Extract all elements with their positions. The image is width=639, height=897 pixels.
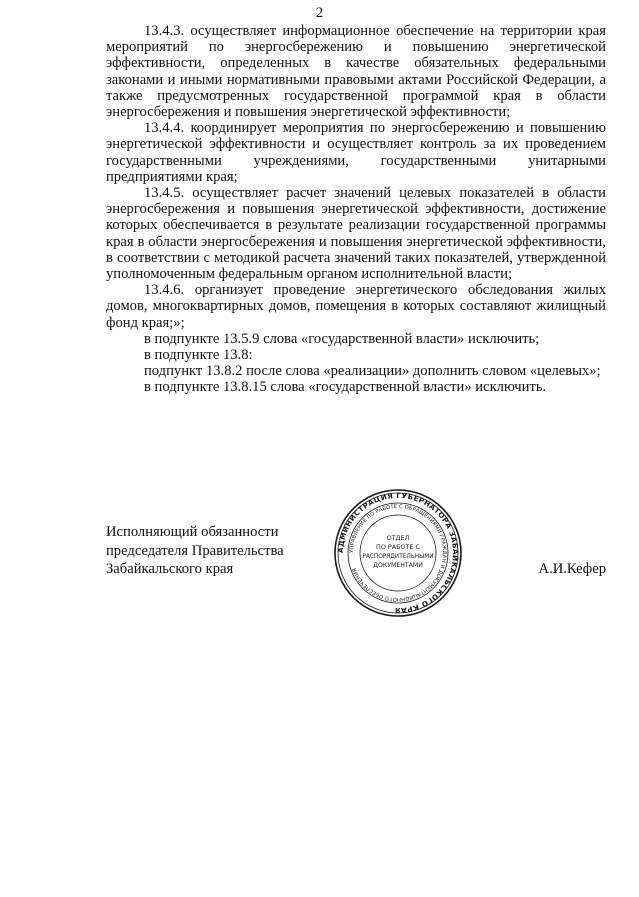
stamp-center-line: ОТДЕЛ (386, 534, 410, 542)
signer-position-line: Забайкальского края (106, 561, 234, 577)
signer-position-line: Исполняющий обязанности (106, 524, 279, 540)
paragraph-13-4-6: 13.4.6. организует проведение энергетического обследования жилых домов, многоквартирных домов, помещения в которых составляют жилищный фонд края;»; (106, 282, 606, 331)
paragraph-13-4-4: 13.4.4. координирует мероприятия по энергосбережению и повышению энергетической эффективности и осуществляет контроль за их проведением государственными учреждениями, государственными унитарными предприятиями края; (106, 120, 606, 185)
signer-name: А.И.Кефер (538, 561, 606, 577)
page-number: 2 (315, 5, 324, 21)
paragraph-13-8-15: в подпункте 13.8.15 слова «государственной власти» исключить. (144, 379, 547, 396)
paragraph-13-8-2: подпункт 13.8.2 после слова «реализации» дополнить словом «целевых»; (144, 363, 601, 380)
official-stamp (333, 488, 463, 618)
svg-text:УПРАВЛЕНИЕ ПО РАБОТЕ С ОБРАЩЕН (349, 504, 447, 602)
stamp-center-line: ПО РАБОТЕ С (376, 543, 420, 551)
paragraph-13-4-5: 13.4.5. осуществляет расчет значений целевых показателей в области энергосбережения и повышения энергетической эффективности, достижение которых обеспечивается в результате реализации государственной программы края в области энергосбережения и повышения энергетической эффективности, в соответствии с методикой расчета значений таких показателей, утвержденной уполномоченным федеральным органом исполнительной власти; (106, 185, 606, 283)
paragraph-13-8: в подпункте 13.8: (144, 347, 253, 364)
paragraph-13-4-3: 13.4.3. осуществляет информационное обеспечение на территории края мероприятий по энергосбережению и повышению энергетической эффективности, определенных в качестве обязательных федеральными законами и иными нормативными правовыми актами Российской Федерации, а также предусмотренных государственной программой края в области энергосбережения и повышения энергетической эффективности; (106, 23, 606, 121)
paragraph-13-5-9: в подпункте 13.5.9 слова «государственной власти» исключить; (144, 330, 540, 347)
stamp-seal-icon (333, 488, 463, 618)
stamp-center-line: РАСПОРЯДИТЕЛЬНЫМИ (362, 554, 434, 560)
stamp-center-line: ДОКУМЕНТАМИ (373, 562, 423, 569)
stamp-outer-text: АДМИНИСТРАЦИЯ ГУБЕРНАТОРА ЗАБАЙКАЛЬСКОГО КРАЯ (335, 490, 461, 616)
stamp-inner-text: УПРАВЛЕНИЕ ПО РАБОТЕ С ОБРАЩЕНИЯМИ ГРАЖДАН И ДОКУМЕНТАЦИОННОГО ОБЕСПЕЧЕНИЯ (348, 503, 448, 603)
signer-position-line: председателя Правительства (106, 542, 284, 559)
document-body (106, 23, 606, 396)
